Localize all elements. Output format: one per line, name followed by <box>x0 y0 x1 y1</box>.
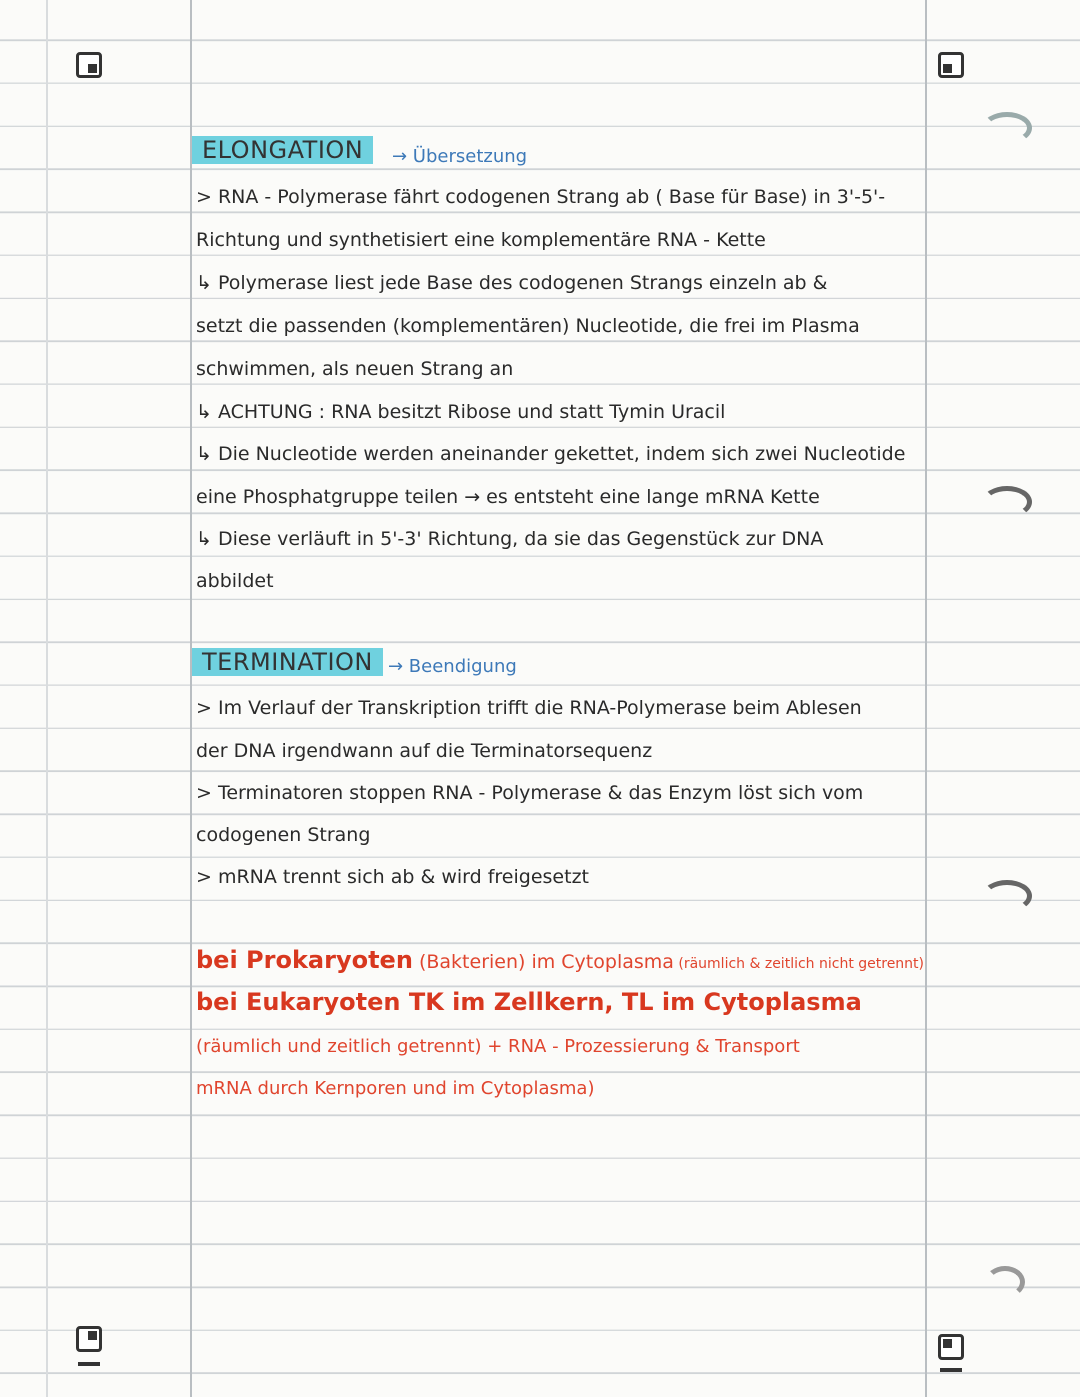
elongation-line-6: ↳ ACHTUNG : RNA besitzt Ribose und statt Tymin Uracil <box>196 401 726 423</box>
prokaryote-note-small: (räumlich & zeitlich nicht getrennt) <box>673 956 925 972</box>
eukaryote-note <box>196 988 862 1016</box>
corner-marker-top-right-icon <box>938 52 964 78</box>
elongation-heading: ELONGATION <box>192 136 373 164</box>
termination-subtitle: → Beendigung <box>388 656 517 677</box>
elongation-line-4: setzt die passenden (komplementären) Nucleotide, die frei im Plasma <box>196 315 860 337</box>
elongation-line-1: > RNA - Polymerase fährt codogenen Strang ab ( Base für Base) in 3'-5'- <box>196 186 886 208</box>
prokaryote-note <box>196 946 924 974</box>
page-edge <box>46 0 48 1397</box>
termination-heading: TERMINATION <box>192 648 383 676</box>
termination-line-1: > Im Verlauf der Transkription trifft die RNA-Polymerase beim Ablesen <box>196 697 862 719</box>
left-margin-line <box>190 0 192 1397</box>
termination-line-5: > mRNA trennt sich ab & wird freigesetzt <box>196 866 589 888</box>
binder-ring-icon <box>982 112 1032 144</box>
corner-tick-bottom-right <box>940 1368 962 1372</box>
prokaryote-note-bold: bei Prokaryoten <box>196 946 413 974</box>
right-margin-line <box>925 0 927 1397</box>
binder-ring-icon <box>982 880 1032 912</box>
termination-line-3: > Terminatoren stoppen RNA - Polymerase & das Enzym löst sich vom <box>196 782 864 804</box>
corner-marker-top-left-icon <box>76 52 102 78</box>
eukaryote-note-line-3: mRNA durch Kernporen und im Cytoplasma) <box>196 1078 595 1099</box>
termination-line-4: codogenen Strang <box>196 824 371 846</box>
elongation-line-3: ↳ Polymerase liest jede Base des codogenen Strangs einzeln ab & <box>196 272 828 294</box>
corner-tick-bottom-left <box>78 1362 100 1366</box>
elongation-subtitle: → Übersetzung <box>392 146 528 167</box>
eukaryote-note-bold: bei Eukaryoten TK im Zellkern, TL im Cytoplasma <box>196 988 862 1016</box>
eukaryote-note-line-2: (räumlich und zeitlich getrennt) + RNA - Prozessierung & Transport <box>196 1036 800 1057</box>
elongation-line-8: eine Phosphatgruppe teilen → es entsteht eine lange mRNA Kette <box>196 486 820 508</box>
elongation-line-9: ↳ Diese verläuft in 5'-3' Richtung, da sie das Gegenstück zur DNA <box>196 528 824 550</box>
elongation-line-10: abbildet <box>196 570 274 592</box>
termination-line-2: der DNA irgendwann auf die Terminatorsequenz <box>196 740 653 762</box>
elongation-line-7: ↳ Die Nucleotide werden aneinander gekettet, indem sich zwei Nucleotide <box>196 443 906 465</box>
binder-ring-icon <box>985 1266 1025 1298</box>
corner-marker-bottom-left-icon <box>76 1326 102 1352</box>
prokaryote-note-rest: (Bakterien) im Cytoplasma <box>412 951 674 973</box>
corner-marker-bottom-right-icon <box>938 1334 964 1360</box>
binder-ring-icon <box>982 486 1032 518</box>
elongation-line-5: schwimmen, als neuen Strang an <box>196 358 514 380</box>
elongation-line-2: Richtung und synthetisiert eine komplementäre RNA - Kette <box>196 229 766 251</box>
